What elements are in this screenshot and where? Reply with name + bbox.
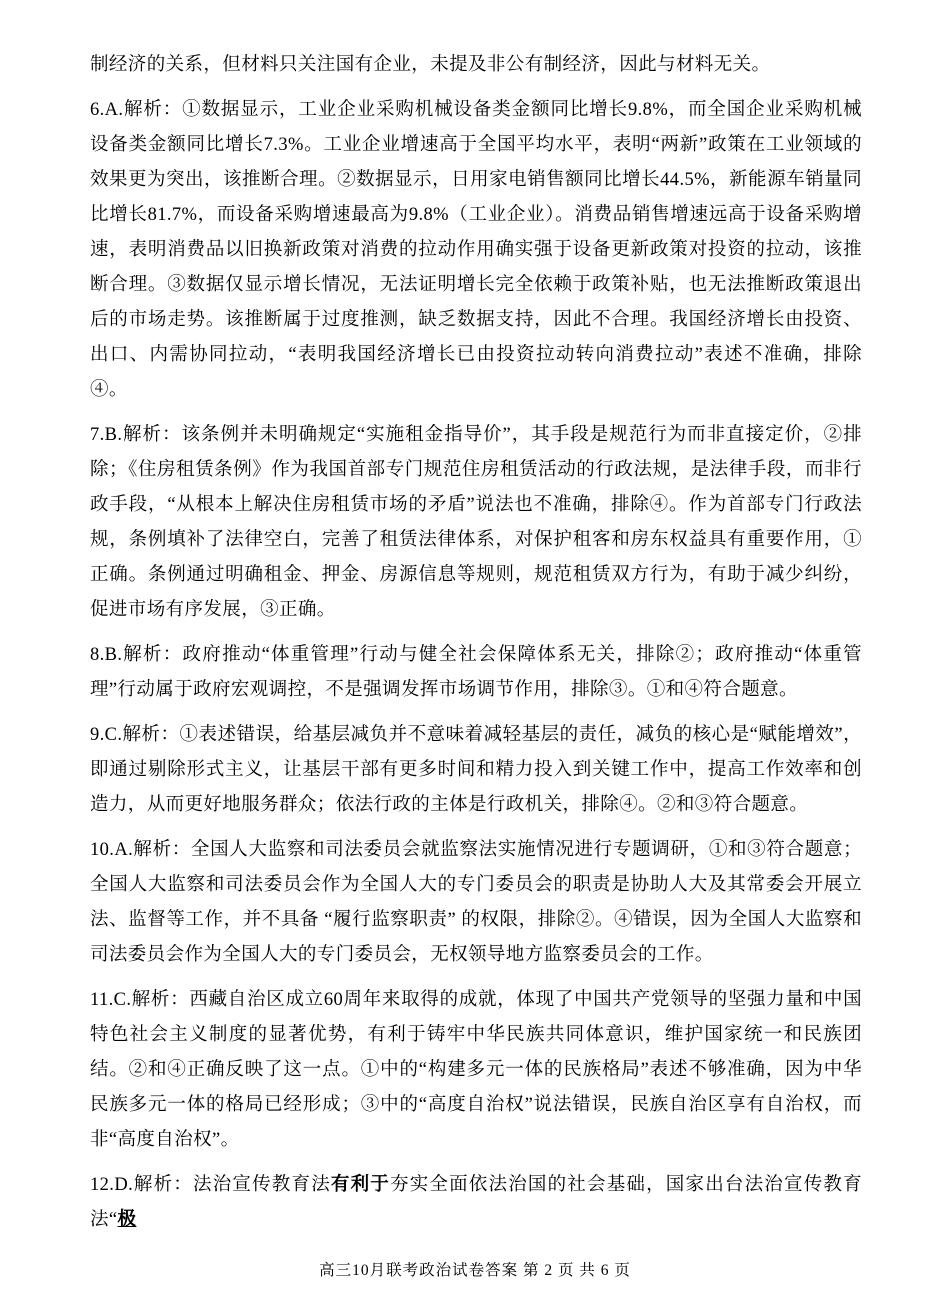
page-footer: 高三10月联考政治试卷答案 第 2 页 共 6 页	[319, 1262, 631, 1279]
answer-paragraph	[90, 48, 862, 83]
answer-paragraph	[90, 638, 862, 708]
text-segment: 11.C.解析：西藏自治区成立60周年来取得的成就，体现了中国共产党领导的坚强力量和中国特色社会主义制度的显著优势，有利于铸牢中华民族共同体意识，维护国家统一和民族团结。②和④正确反映了这一点。①中的“构建多元一体的民族格局”表述不够准确，因为中华民族多元一体的格局已经形成；③中的“高度自治权”说法错误，民族自治区享有自治权，而非“高度自治权”。	[90, 990, 862, 1150]
text-segment: 9.C.解析：①表述错误，给基层减负并不意味着减轻基层的责任，减负的核心是“赋能增效”，即通过剔除形式主义，让基层干部有更多时间和精力投入到关键工作中，提高工作效率和创造力，从而更好地服务群众；依法行政的主体是行政机关，排除④。②和③符合题意。	[90, 725, 862, 815]
text-segment: 8.B.解析：政府推动“体重管理”行动与健全社会保障体系无关，排除②；政府推动“体重管理”行动属于政府宏观调控，不是强调发挥市场调节作用，排除③。①和④符合题意。	[90, 645, 862, 700]
answer-paragraph	[90, 718, 862, 823]
text-segment: 极	[117, 1210, 137, 1230]
text-segment: 制经济的关系，但材料只关注国有企业，未提及非公有制经济，因此与材料无关。	[90, 55, 771, 75]
text-segment: 6.A.解析：①数据显示，工业企业采购机械设备类金额同比增长9.8%，而全国企业采购机械设备类金额同比增长7.3%。工业企业增速高于全国平均水平，表明“两新”政策在工业领域的效果更为突出，该推断合理。②数据显示，日用家电销售额同比增长44.5%，新能源车销量同比增长81.7%，而设备采购增速最高为9.8%（工业企业）。消费品销售增速远高于设备采购增速，表明消费品以旧换新政策对消费的拉动作用确实强于设备更新政策对投资的拉动，该推断合理。③数据仅显示增长情况，无法证明增长完全依赖于政策补贴，也无法推断政策退出后的市场走势。该推断属于过度推测，缺乏数据支持，因此不合理。我国经济增长由投资、出口、内需协同拉动，“表明我国经济增长已由投资拉动转向消费拉动”表述不准确，排除④。	[90, 100, 862, 400]
text-segment: 12.D.解析：法治宣传教育法	[90, 1175, 331, 1195]
text-segment: 10.A.解析：全国人大监察和司法委员会就监察法实施情况进行专题调研，①和③符合题意；全国人大监察和司法委员会作为全国人大的专门委员会的职责是协助人大及其常委会开展立法、监督等工作，并不具备 “履行监察职责” 的权限，排除②。④错误，因为全国人大监察和司法委员会作为全国人大的专门委员会，无权领导地方监察委员会的工作。	[90, 840, 862, 965]
text-segment: 夯实全面依法治国的社会基础，国家出台法治宣传教育法“	[90, 1175, 862, 1230]
answer-paragraph	[90, 1168, 862, 1238]
paragraph-list	[90, 48, 862, 1238]
answer-paragraph	[90, 983, 862, 1158]
text-segment: 7.B.解析：该条例并未明确规定“实施租金指导价”，其手段是规范行为而非直接定价，②排除；《住房租赁条例》作为我国首部专门规范住房租赁活动的行政法规，是法律手段，而非行政手段，“从根本上解决住房租赁市场的矛盾”说法也不准确，排除④。作为首部专门行政法规，条例填补了法律空白，完善了租赁法律体系，对保护租客和房东权益具有重要作用，①正确。条例通过明确租金、押金、房源信息等规则，规范租赁双方行为，有助于减少纠纷，促进市场有序发展，③正确。	[90, 425, 862, 620]
answer-paragraph	[90, 93, 862, 408]
answer-paragraph	[90, 418, 862, 628]
answer-paragraph	[90, 833, 862, 973]
text-segment: 有利于	[330, 1175, 391, 1195]
